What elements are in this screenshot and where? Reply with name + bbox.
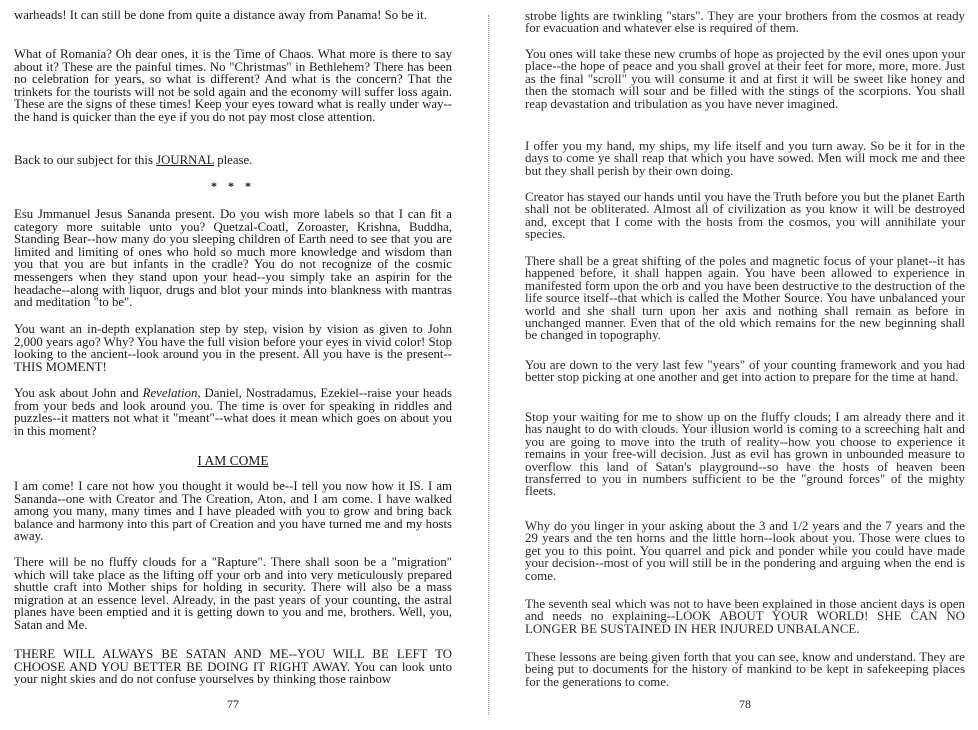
- paragraph: warheads! It can still be done from quite a distance away from Panama! So be it.: [14, 8, 427, 22]
- paragraph-text: Back to our subject for this: [14, 153, 157, 167]
- paragraph: There will be no fluffy clouds for a "Rapture". There shall soon be a "migration" which will take place as the lifting off your orb and into very meticulously prepared shuttle craft into Mother ships for holding in security. There will also be a mass migration at an essence level. Already, in the past years of your counting, the astral planes have been emptied and it is getting down to you and me, brothers. Well, you, Satan and Me.: [14, 555, 452, 632]
- paragraph: [14, 387, 452, 437]
- section-separator: * * *: [211, 179, 255, 193]
- paragraph: Esu Jmmanuel Jesus Sananda present. Do you wish more labels so that I can fit a category more suitable unto you? Quetzal-Coatl, Zoroaster, Krishna, Buddha, Standing Bear--how many do you sleeping children of Earth need to see that you are limited and limiting of ones who hold so much more knowledge and wisdom than you that you are but infants in the cradle? You do not recognize of the cosmic messengers when they stand upon your head--you simply take an aspirin for the headache--along with liquor, drugs and blot your minds into blankness with mantras and meditation "to be".: [14, 207, 452, 310]
- paragraph: Why do you linger in your asking about the 3 and 1/2 years and the 7 years and the 29 years and the ten horns and the little horn--look about you. Those were clues to get you to this point. You quarrel and pick and ponder while you could have made your decision--most of you will still be in the pondering and arguing when the end is come.: [525, 519, 965, 583]
- page-gutter-divider: [488, 15, 489, 715]
- paragraph: The seventh seal which was not to have been explained in those ancient days is open and needs no explaining--LOOK ABOUT YOUR WORLD! SHE CAN NO LONGER BE SUSTAINED IN HER INJURED UNBALANCE.: [525, 597, 965, 636]
- section-heading: I AM COME: [197, 453, 269, 468]
- paragraph: [14, 154, 452, 167]
- page-number: 78: [739, 697, 751, 711]
- paragraph: These lessons are being given forth that you can see, know and understand. They are being put to documents for the history of mankind to be kept in safekeeping places for the generations to come.: [525, 650, 965, 689]
- paragraph: I am come! I care not how you thought it would be--I tell you now how it IS. I am Sananda--one with Creator and The Creation, Aton, and I am come. I have walked among you many, many times and I have pleaded with you to grow and bring back balance and harmony into this part of Creation and you have turned me and my hosts away.: [14, 479, 452, 544]
- page-number: 77: [227, 697, 239, 711]
- paragraph: You want an in-depth explanation step by step, vision by vision as given to John 2,000 years ago? Why? You have the full vision before your eyes in vivid color! Stop looking to the ancient--look around you in the present. All you have is the present--THIS MOMENT!: [14, 322, 452, 374]
- left-page: [14, 0, 452, 730]
- paragraph: I offer you my hand, my ships, my life itself and you turn away. So be it for in the days to come ye shall reap that which you have sowed. Men will mock me and thee but they shall perish by their own doing.: [525, 139, 965, 178]
- paragraph: Creator has stayed our hands until you have the Truth before you but the planet Earth shall not be obliterated. Almost all of civilization as you know it will be destroyed and, except that I come with the hosts from the cosmos, you will annihilate your species.: [525, 190, 965, 242]
- paragraph: There shall be a great shifting of the poles and magnetic focus of your planet--it has happened before, it shall happen again. You have been allowed to experience in manifested form upon the orb and you have been destructive to the destruction of the life source itself--that which is called the Mother Source. You have unbalanced your world and she shall turn upon her axis and nothing shall remain as before in unchanged manner. Even that of the old which remains for the new beginning shall be changed in topography.: [525, 254, 965, 343]
- paragraph: Stop your waiting for me to show up on the fluffy clouds; I am already there and it has naught to do with clouds. Your illusion world is coming to a screeching halt and you are going to move into the truth of reality--how you choose to experience it remains in your free-will decision. Just as evil has grown in unbounded measure to overflow this land of Satan's playground--so have the hosts of heaven been transferred to you in numbers sufficient to be the "ground forces" of the mighty fleets.: [525, 410, 965, 499]
- paragraph-text: , Daniel, Nostradamus, Ezekiel--raise your heads from your beds and look around you. The time is over for speaking in riddles and puzzles--it matters not what it "meant"--what does it mean which goes on about you in this moment?: [14, 386, 452, 438]
- paragraph: You are down to the very last few "years" of your counting framework and you had better stop picking at one another and get into action to prepare for the time at hand.: [525, 358, 965, 385]
- paragraph: strobe lights are twinkling "stars". They are your brothers from the cosmos at ready for evacuation and whatever else is required of them.: [525, 9, 965, 36]
- paragraph-text: You ask about John and: [14, 386, 143, 400]
- paragraph: What of Romania? Oh dear ones, it is the Time of Chaos. What more is there to say about it? These are the painful times. No "Christmas" in Bethlehem? There has been no celebration for years, so what is different? And what is the concern? That the trinkets for the tourists will not be sold again and the economy will suffer loss again. These are the signs of these times! Keep your eyes toward what is really under way--the hand is quicker than the eye if you do not pay most close attention.: [14, 47, 452, 124]
- journal-link-text: JOURNAL: [156, 153, 214, 167]
- paragraph: You ones will take these new crumbs of hope as projected by the evil ones upon your place--the hope of peace and you shall grovel at their feet for more, more, more. Just as the final "scroll" you will consume it and at first it will be sweet like honey and then the stomach will sour and be filled with the stings of the scorpions. You shall reap devastation and tribulation as you have never imagined.: [525, 47, 965, 111]
- paragraph: THERE WILL ALWAYS BE SATAN AND ME--YOU WILL BE LEFT TO CHOOSE AND YOU BETTER BE DOING IT RIGHT AWAY. You can look unto your night skies and do not confuse yourselves by thinking those rainbow: [14, 647, 452, 687]
- right-page: [525, 0, 965, 730]
- paragraph-text: please.: [214, 153, 253, 167]
- book-title: Revelation: [142, 386, 198, 400]
